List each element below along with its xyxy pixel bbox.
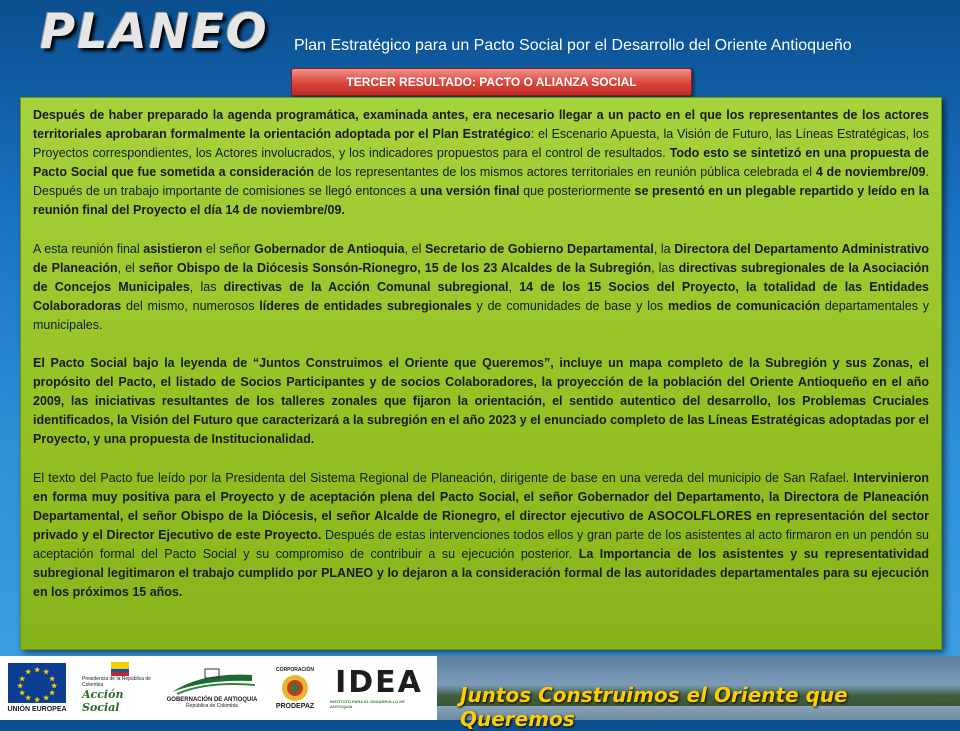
text-run: , el xyxy=(117,260,139,275)
body-paragraph xyxy=(33,354,929,449)
text-run: y de comunidades de base y los xyxy=(471,298,668,313)
body-paragraph xyxy=(33,240,929,335)
bold-text-run: Después de haber preparado la agenda programática, examinada antes, era necesario llegar a un pacto en el que los representantes de los actores territoriales aprobaran formalmente la orientación adoptada por el Plan Estratégico xyxy=(33,108,929,142)
text-run: Después de estas intervenciones todos ellos y gran parte de los asistentes al acto firmaron en un pendón su aceptación formal del Pacto Social y su compromiso de contribuir a su ejecución posterior. xyxy=(33,527,929,561)
text-run: del mismo, numerosos xyxy=(121,298,260,313)
bold-text-run: 14 de los 15 Socios del Proyecto, la totalidad de las Entidades Colaboradoras xyxy=(33,279,930,313)
prodepaz-emblem-icon xyxy=(278,673,312,703)
text-run: , xyxy=(508,279,520,294)
bold-text-run: una versión final xyxy=(420,184,520,199)
text-run: departamentales y municipales. xyxy=(33,298,930,332)
text-run: , el xyxy=(404,241,425,256)
planeo-logo-title: PLANEO xyxy=(40,4,269,60)
eu-flag-icon: ★ ★ ★ ★ ★ ★ ★ ★ ★ ★ ★ ★ xyxy=(8,663,66,703)
body-paragraph xyxy=(33,469,929,603)
bold-text-run: El Pacto Social bajo la leyenda de “Juntos Construimos el Oriente que Queremos”, incluye un mapa completo de la Subregión y sus Zonas, el propósito del Pacto, el listado de Socios Participantes y de socios Colaboradores, la proyección de la población del Oriente Antioqueño en el año 2009, las iniciativas resultantes de los talleres zonales que fijaron la orientación, el sentido autentico del desarrollo, los Problemas Cruciales identificados, la Visión del Futuro que caracterizará a la subregión en el año 2023 y el enunciado completo de las Líneas Estratégicas adoptadas por el Proyecto, y una propuesta de Institucionalidad. xyxy=(33,356,929,447)
bold-text-run: 4 de noviembre/09 xyxy=(815,165,926,180)
text-run: A esta reunión final xyxy=(33,241,144,256)
prodepaz-label: PRODEPAZ xyxy=(275,702,315,710)
logo-idea xyxy=(330,660,428,716)
result-badge: TERCER RESULTADO: PACTO O ALIANZA SOCIAL xyxy=(291,68,692,96)
bold-text-run: directivas subregionales de la Asociación de Concejos Municipales xyxy=(33,260,930,294)
accion-social-label: Acción Social xyxy=(82,688,124,714)
union-europea-label: UNIÓN EUROPEA xyxy=(7,706,67,713)
text-run: , las xyxy=(651,260,679,275)
text-run: el señor xyxy=(202,241,255,256)
text-run: , las xyxy=(189,279,224,294)
gobernacion-label: GOBERNACIÓN DE ANTIOQUIA xyxy=(166,697,258,703)
idea-wordmark: IDEA xyxy=(335,665,423,700)
bold-text-run: asistieron xyxy=(143,241,203,256)
text-run: de los representantes de los mismos actores territoriales en reunión pública celebrada el xyxy=(314,165,816,180)
text-run: : el Escenario Apuesta, la Visión de Futuro, las Líneas Estratégicas, los Proyectos correspondientes, los Actores involucrados, y los indicadores propuestos para el control de resultados. xyxy=(33,127,929,161)
bold-text-run: Todo esto se sintetizó en una propuesta de Pacto Social que fue sometida a consideración xyxy=(33,146,929,180)
gobernacion-swoosh-icon xyxy=(167,667,257,697)
text-run: , la xyxy=(653,241,675,256)
gobernacion-sub-label: República de Colombia xyxy=(186,703,238,709)
content-panel xyxy=(20,97,942,650)
bold-text-run: líderes de entidades subregionales xyxy=(259,298,472,313)
bold-text-run: Gobernador de Antioquia xyxy=(254,241,405,256)
bold-text-run: se presentó en un plegable repartido y leído en la reunión final del Proyecto el día 14 de noviembre/09. xyxy=(33,184,929,218)
idea-sub-label: INSTITUTO PARA EL DESARROLLO DE ANTIOQUIA xyxy=(330,699,405,709)
logo-prodepaz xyxy=(268,660,322,716)
text-run: El texto del Pacto fue leído por la Presidenta del Sistema Regional de Planeación, dirigente de base en una vereda del municipio de San Rafael. xyxy=(33,470,854,485)
text-run: que posteriormente xyxy=(519,184,635,199)
prodepaz-top-label: CORPORACIÓN xyxy=(275,666,315,673)
bold-text-run: Intervinieron en forma muy positiva para el Proyecto y de aceptación plena del Pacto Social, el señor Gobernador del Departamento, la Directora de Planeación Departamental, el señor Obispo de la Diócesis, el señor Alcalde de Rionegro, el director ejecutivo de ASOCOLFLORES en representación del sector privado y el Director Ejecutivo de este Proyecto. xyxy=(33,470,929,542)
page-subtitle: Plan Estratégico para un Pacto Social por el Desarrollo del Oriente Antioqueño xyxy=(294,37,852,54)
colombia-shield-icon xyxy=(111,662,129,676)
presidencia-label: Presidencia de la República de Colombia xyxy=(82,676,151,688)
text-run: . Después de un trabajo importante de comisiones se llegó entonces a xyxy=(33,165,929,199)
bold-text-run: Directora del Departamento Administrativo de Planeación xyxy=(33,241,929,275)
logo-union-europea xyxy=(4,660,70,716)
bold-text-run: Secretario de Gobierno Departamental xyxy=(424,241,654,256)
logo-gobernacion-antioquia xyxy=(164,660,260,716)
logo-accion-social xyxy=(82,660,158,716)
body-paragraph xyxy=(33,106,929,221)
bold-text-run: medios de comunicación xyxy=(667,298,821,313)
bold-text-run: directivas de la Acción Comunal subregional xyxy=(223,279,509,294)
bold-text-run: señor Obispo de la Diócesis Sonsón-Rionegro, 15 de los 23 Alcaldes de la Subregión xyxy=(138,260,652,275)
footer-slogan: Juntos Construimos el Oriente que Queremos xyxy=(460,683,848,731)
bold-text-run: La Importancia de los asistentes y su representatividad subregional legitimaron el trabajo cumplido por PLANEO y lo dejaron a la consideración formal de las autoridades departamentales para su ejecución en los próximos 15 años. xyxy=(33,546,929,600)
